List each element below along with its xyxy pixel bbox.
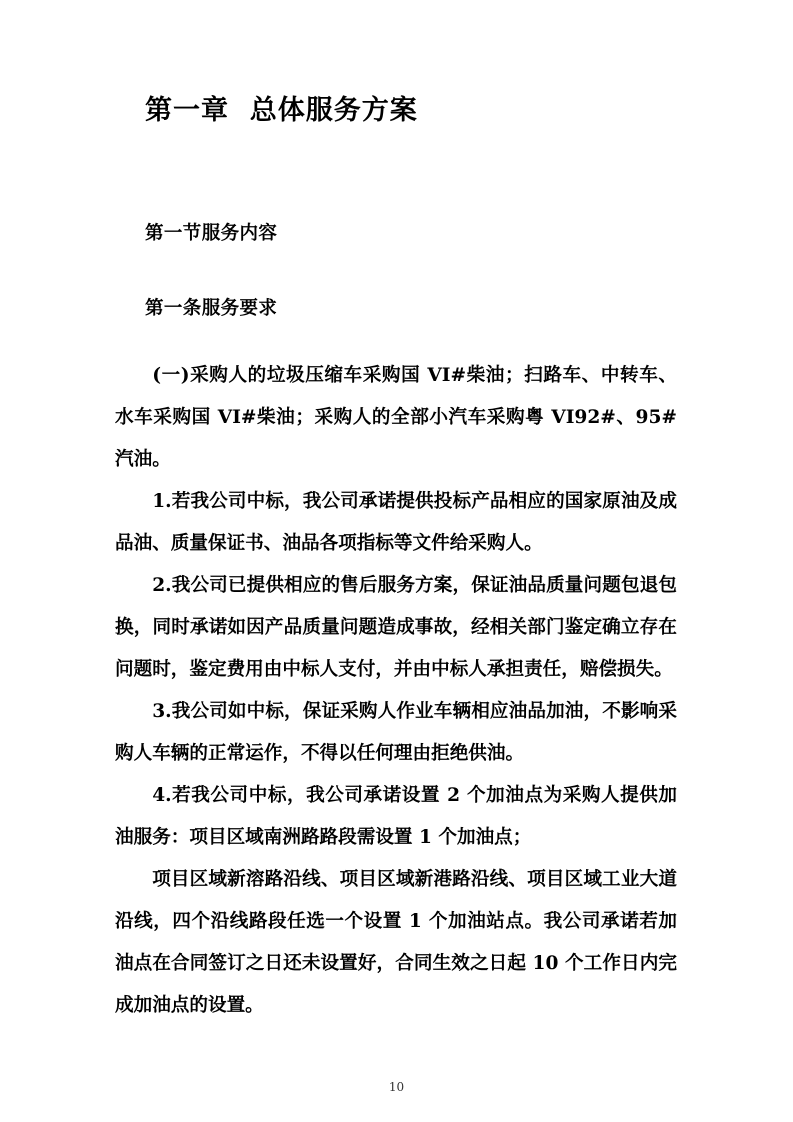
paragraph-item-2: 2.我公司已提供相应的售后服务方案，保证油品质量问题包退包换，同时承诺如因产品质量问题造成事故，经相关部门鉴定确立存在问题时，鉴定费用由中标人支付，并由中标人承担责任，赔偿损失。 — [115, 575, 677, 680]
section-heading-service-requirements: 第一条服务要求 — [145, 298, 278, 319]
paragraph-item-3: 3.我公司如中标，保证采购人作业车辆相应油品加油，不影响采购人车辆的正常运作，不得以任何理由拒绝供油。 — [115, 701, 677, 764]
paragraph-item-5: 项目区域新溶路沿线、项目区域新港路沿线、项目区域工业大道沿线，四个沿线路段任选一个设置 1 个加油站点。我公司承诺若加油点在合同签订之日还未设置好，合同生效之日起 10 个工作日内完成加油点的设置。 — [115, 869, 677, 1016]
page-title: 第一章 总体服务方案 — [145, 95, 418, 126]
paragraph-item-yi: (一)采购人的垃圾压缩车采购国 VI#柴油；扫路车、中转车、水车采购国 VI#柴油；采购人的全部小汽车采购粤 VI92#、95#汽油。 — [115, 365, 677, 470]
paragraph-item-1: 1.若我公司中标，我公司承诺提供投标产品相应的国家原油及成品油、质量保证书、油品各项指标等文件给采购人。 — [115, 491, 677, 554]
body-text-block — [115, 355, 677, 1027]
section-heading-service-content: 第一节服务内容 — [145, 223, 278, 244]
paragraph-item-4: 4.若我公司中标，我公司承诺设置 2 个加油点为采购人提供加油服务：项目区域南洲路路段需设置 1 个加油点； — [115, 785, 677, 848]
page-number-footer: 10 — [388, 1080, 405, 1094]
